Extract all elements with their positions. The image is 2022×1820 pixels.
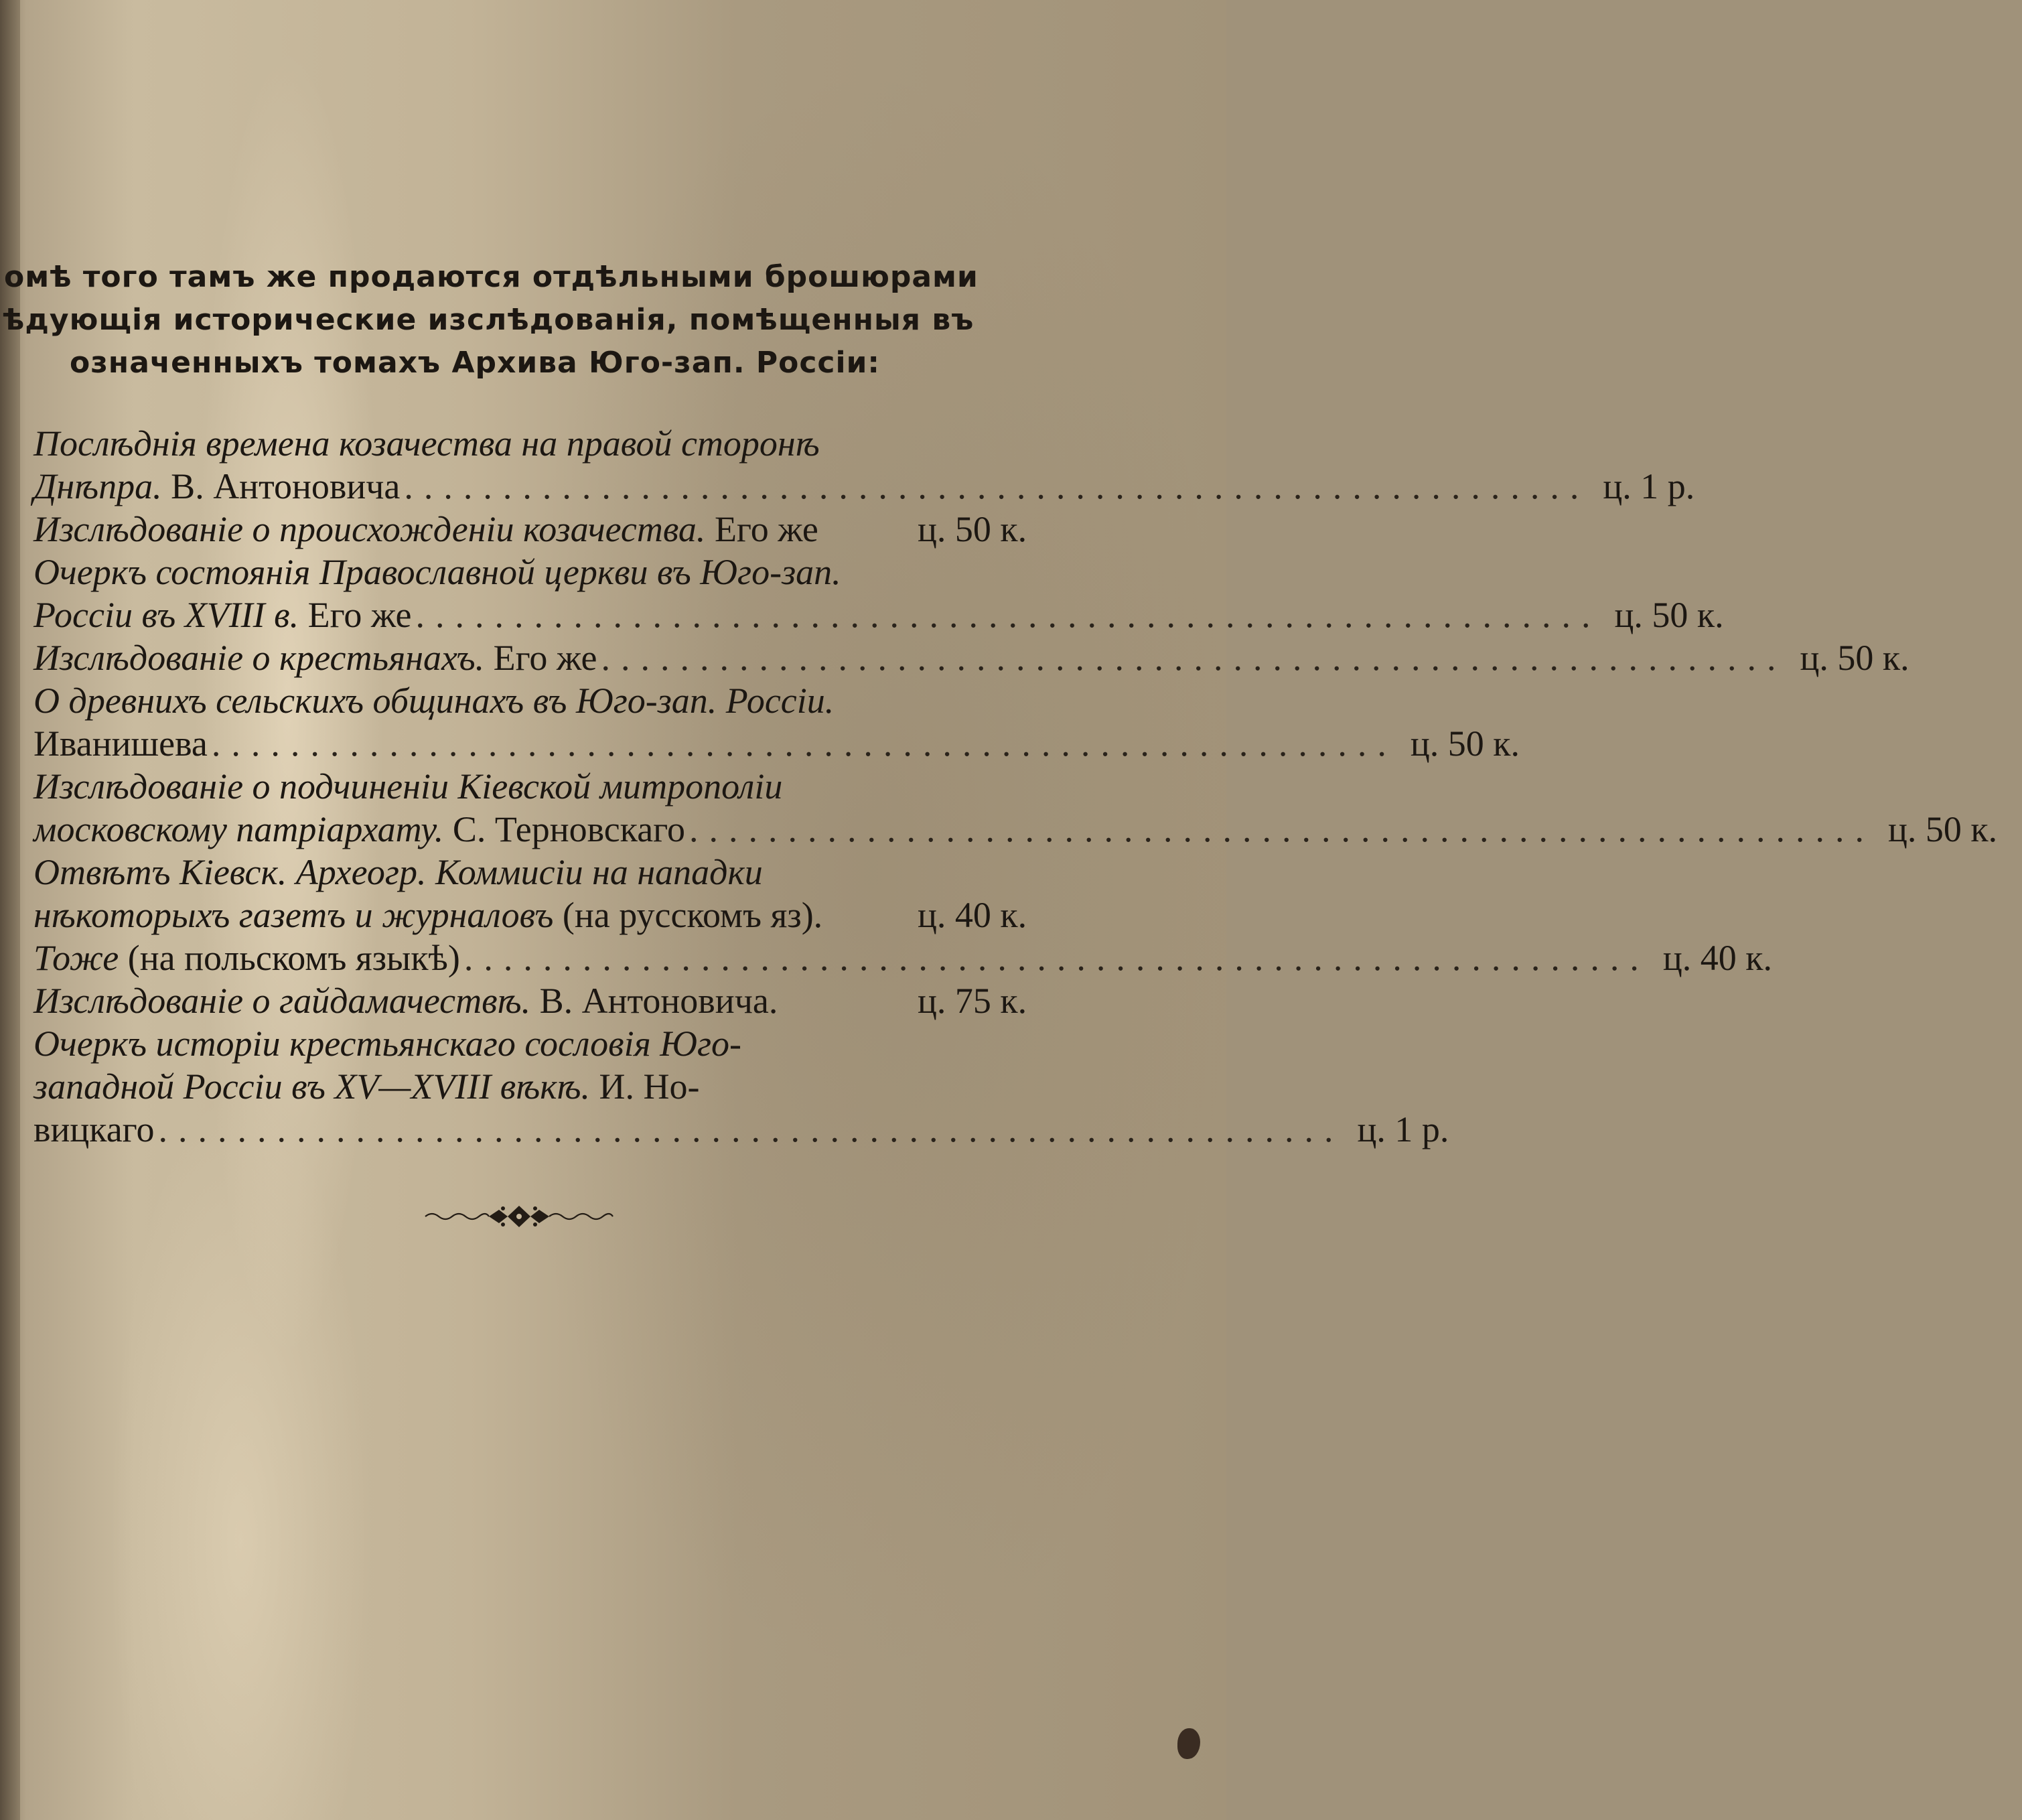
heading-line-2: ѣдующія исторические изслѣдованія, помѣщенныя въ — [3, 303, 974, 337]
dot-leader: ............................................................ — [601, 638, 1787, 678]
list-item — [33, 636, 1909, 679]
heading-line-3: означенныхъ томахъ Архива Юго-зап. Россіи: — [70, 346, 881, 380]
entry-author: В. Антоновича. — [530, 981, 778, 1021]
entry-title: нѣкоторыхъ газетъ и журналовъ — [33, 895, 554, 935]
ink-blot — [1177, 1728, 1200, 1759]
entry-line — [33, 422, 1052, 465]
entry-line — [33, 1108, 1449, 1151]
entry-line — [33, 808, 1998, 851]
list-item — [33, 936, 1772, 979]
list-item — [33, 551, 1724, 636]
entry-price: ц. 50 к. — [1614, 595, 1724, 635]
entry-author: С. Терновскаго — [443, 809, 685, 849]
entry-title: Изслѣдованіе о подчиненіи Кіевской митрополіи — [33, 766, 783, 807]
dot-leader: ............................................................ — [404, 466, 1590, 506]
entry-title: Изслѣдованіе о происхожденіи козачества. — [33, 509, 706, 549]
entry-author: И. Но- — [590, 1066, 700, 1107]
brochure-list — [33, 422, 1998, 1151]
entry-price: ц. 75 к. — [918, 981, 1027, 1021]
entry-title: Очеркъ исторіи крестьянскаго сословія Юго- — [33, 1024, 742, 1064]
dot-leader: ............................................................ — [415, 595, 1601, 635]
list-item — [33, 422, 1695, 508]
entry-line — [33, 894, 1052, 936]
dot-leader: ............................................................ — [158, 1109, 1344, 1149]
entry-line — [33, 936, 1772, 979]
entry-line — [33, 851, 1052, 894]
fleuron-ornament — [422, 1199, 616, 1233]
entry-price: ц. 50 к. — [1887, 809, 1998, 849]
dot-leader: ............................................................ — [211, 723, 1397, 764]
entry-title: О древнихъ сельскихъ общинахъ въ Юго-зап. Россіи. — [33, 681, 835, 721]
entry-line — [33, 465, 1695, 508]
entry-title: Тоже — [33, 938, 119, 978]
entry-title: Изслѣдованіе о крестьянахъ. — [33, 638, 485, 678]
entry-author: Его же — [299, 595, 412, 635]
entry-author: вицкаго — [33, 1109, 155, 1149]
dot-leader: ............................................................ — [463, 938, 1650, 978]
entry-title: московскому патріархату. — [33, 809, 444, 849]
entry-line — [33, 593, 1724, 636]
list-item — [33, 979, 1052, 1022]
entry-line — [33, 551, 1052, 593]
dot-leader: ............................................................ — [689, 809, 1875, 849]
entry-author: В. Антоновича — [161, 466, 401, 506]
entry-line — [33, 979, 1052, 1022]
entry-line — [33, 765, 1052, 808]
entry-title: западной Россіи въ XV—XVIII вѣкѣ. — [33, 1066, 591, 1107]
entry-title: Очеркъ состоянія Православной церкви въ Юго-зап. — [33, 552, 841, 592]
entry-price: ц. 40 к. — [918, 895, 1027, 935]
entry-price: ц. 50 к. — [1410, 723, 1520, 764]
entry-line — [33, 1065, 1052, 1108]
list-item — [33, 851, 1052, 936]
entry-author: Иванишева — [33, 723, 208, 764]
entry-line — [33, 722, 1520, 765]
list-item — [33, 679, 1520, 765]
entry-title: Днѣпра. — [33, 466, 162, 506]
list-item — [33, 765, 1998, 851]
entry-line — [33, 1022, 1052, 1065]
entry-author: Его же — [705, 509, 818, 549]
entry-title: Изслѣдованіе о гайдамачествѣ. — [33, 981, 531, 1021]
entry-line — [33, 508, 1052, 551]
entry-title: Отвѣтъ Кіевск. Археогр. Коммисіи на нападки — [33, 852, 763, 892]
heading-line-1: омѣ того тамъ же продаются отдѣльными брошюрами — [4, 260, 979, 294]
entry-title: Послѣднія времена козачества на правой сторонѣ — [33, 423, 820, 464]
entry-price: ц. 1 р. — [1357, 1109, 1449, 1149]
list-item — [33, 508, 1052, 551]
entry-author: (на польскомъ языкѣ) — [119, 938, 460, 978]
entry-price: ц. 50 к. — [1800, 638, 1909, 678]
entry-price: ц. 1 р. — [1603, 466, 1695, 506]
list-item — [33, 1022, 1449, 1151]
entry-line — [33, 636, 1909, 679]
entry-title: Россіи въ XVIII в. — [33, 595, 299, 635]
notice-heading — [0, 256, 1152, 384]
entry-author: (на русскомъ яз). — [553, 895, 823, 935]
entry-price: ц. 40 к. — [1662, 938, 1772, 978]
entry-price: ц. 50 к. — [918, 509, 1027, 549]
entry-line — [33, 679, 1052, 722]
entry-author: Его же — [484, 638, 597, 678]
